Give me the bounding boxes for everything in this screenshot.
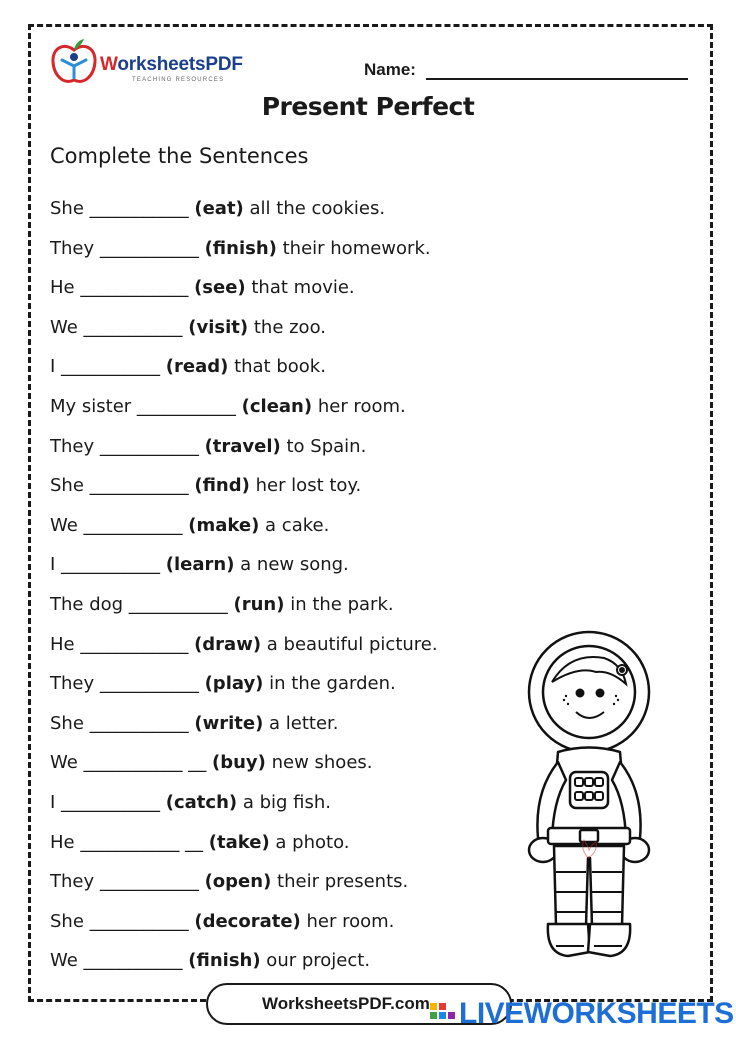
sentence-start[interactable]: She ___________: [50, 475, 195, 497]
verb-hint: (play): [204, 673, 264, 695]
sentence-item: [50, 311, 438, 351]
sentence-end: a big fish.: [237, 791, 332, 813]
sentence-item: [50, 469, 438, 509]
verb-hint: (finish): [204, 237, 277, 259]
verb-hint: (read): [165, 356, 229, 378]
sentence-start[interactable]: They ___________: [50, 237, 205, 259]
sentence-start[interactable]: I ___________: [50, 791, 166, 813]
sentence-item: [50, 509, 438, 549]
sentence-item: [50, 430, 438, 470]
sentence-item: [50, 667, 438, 707]
sentence-item: [50, 786, 438, 826]
sentence-start[interactable]: I ___________: [50, 554, 166, 576]
verb-hint: (open): [204, 871, 272, 893]
verb-hint: (write): [194, 712, 264, 734]
verb-hint: (finish): [188, 950, 261, 972]
section-heading: Complete the Sentences: [50, 144, 309, 168]
sentence-end: that movie.: [245, 277, 355, 299]
logo-tagline: TEACHING RESOURCES: [132, 77, 225, 83]
verb-hint: (catch): [165, 791, 238, 813]
sentence-start[interactable]: We ___________ __: [50, 752, 212, 774]
logo-brand-name: [100, 54, 243, 76]
sentence-end: her room.: [312, 395, 406, 417]
sentence-item: [50, 588, 438, 628]
verb-hint: (eat): [194, 198, 244, 219]
sentence-start[interactable]: He ____________: [50, 277, 195, 299]
sentence-start[interactable]: She ___________: [50, 198, 195, 219]
logo-brand-rest: orksheetsPDF: [117, 54, 243, 75]
sentence-end: her room.: [300, 910, 395, 932]
sentence-item: [50, 826, 438, 866]
sentence-end: her lost toy.: [249, 475, 362, 497]
sentence-end: their homework.: [276, 237, 431, 259]
liveworksheets-logo-icon: [430, 1003, 456, 1025]
verb-hint: (decorate): [194, 910, 301, 932]
sentence-start[interactable]: He ___________ __: [50, 831, 209, 853]
name-field[interactable]: [426, 78, 688, 80]
sentence-end: that book.: [228, 356, 326, 378]
sentence-end: a photo.: [269, 831, 350, 853]
astronaut-illustration: [518, 600, 660, 976]
sentence-item: [50, 232, 438, 272]
verb-hint: (see): [194, 277, 246, 299]
sentence-start[interactable]: They ___________: [50, 871, 205, 893]
sentence-list: [50, 192, 438, 984]
verb-hint: (visit): [188, 316, 249, 338]
worksheetspdf-logo: [48, 36, 258, 88]
sentence-item: [50, 905, 438, 945]
sentence-item: [50, 944, 438, 984]
sentence-item: [50, 548, 438, 588]
sentence-start[interactable]: We ___________: [50, 514, 189, 536]
sentence-item: [50, 192, 438, 232]
sentence-start[interactable]: We ___________: [50, 950, 189, 972]
sentence-start[interactable]: She ___________: [50, 712, 195, 734]
sentence-item: [50, 865, 438, 905]
verb-hint: (learn): [165, 554, 235, 576]
sentence-end: our project.: [260, 950, 371, 972]
sentence-start[interactable]: He ____________: [50, 633, 195, 655]
sentence-item: [50, 707, 438, 747]
sentence-start[interactable]: They ___________: [50, 673, 205, 695]
sentence-end: in the garden.: [263, 673, 396, 695]
verb-hint: (make): [188, 514, 260, 536]
sentence-item: [50, 350, 438, 390]
sentence-end: all the cookies.: [243, 198, 386, 219]
page-title: Present Perfect: [261, 92, 475, 121]
sentence-start[interactable]: We ___________: [50, 316, 189, 338]
sentence-start[interactable]: The dog ___________: [50, 593, 234, 615]
verb-hint: (take): [208, 831, 270, 853]
verb-hint: (clean): [241, 395, 313, 417]
sentence-end: a letter.: [263, 712, 339, 734]
sentence-end: a new song.: [234, 554, 349, 576]
verb-hint: (buy): [211, 752, 266, 774]
name-label: Name:: [364, 60, 416, 79]
sentence-end: the zoo.: [248, 316, 326, 338]
sentence-end: a cake.: [259, 514, 330, 536]
sentence-start[interactable]: I ___________: [50, 356, 166, 378]
sentence-end: in the park.: [284, 593, 394, 615]
sentence-item: [50, 390, 438, 430]
sentence-start[interactable]: They ___________: [50, 435, 205, 457]
sentence-start[interactable]: She ___________: [50, 910, 195, 932]
sentence-end: their presents.: [271, 871, 409, 893]
sentence-item: [50, 746, 438, 786]
verb-hint: (travel): [204, 435, 281, 457]
sentence-end: a beautiful picture.: [261, 633, 438, 655]
liveworksheets-watermark: LIVEWORKSHEETS: [459, 997, 734, 1030]
logo-brand-initial: W: [100, 54, 118, 75]
apple-logo-icon: [48, 36, 100, 88]
verb-hint: (find): [194, 475, 250, 497]
sentence-item: [50, 628, 438, 668]
verb-hint: (run): [233, 593, 285, 615]
sentence-end: new shoes.: [265, 752, 373, 774]
sentence-item: [50, 271, 438, 311]
footer-site[interactable]: WorksheetsPDF.com: [262, 994, 430, 1013]
sentence-start[interactable]: My sister ___________: [50, 395, 242, 417]
verb-hint: (draw): [194, 633, 262, 655]
sentence-end: to Spain.: [280, 435, 367, 457]
